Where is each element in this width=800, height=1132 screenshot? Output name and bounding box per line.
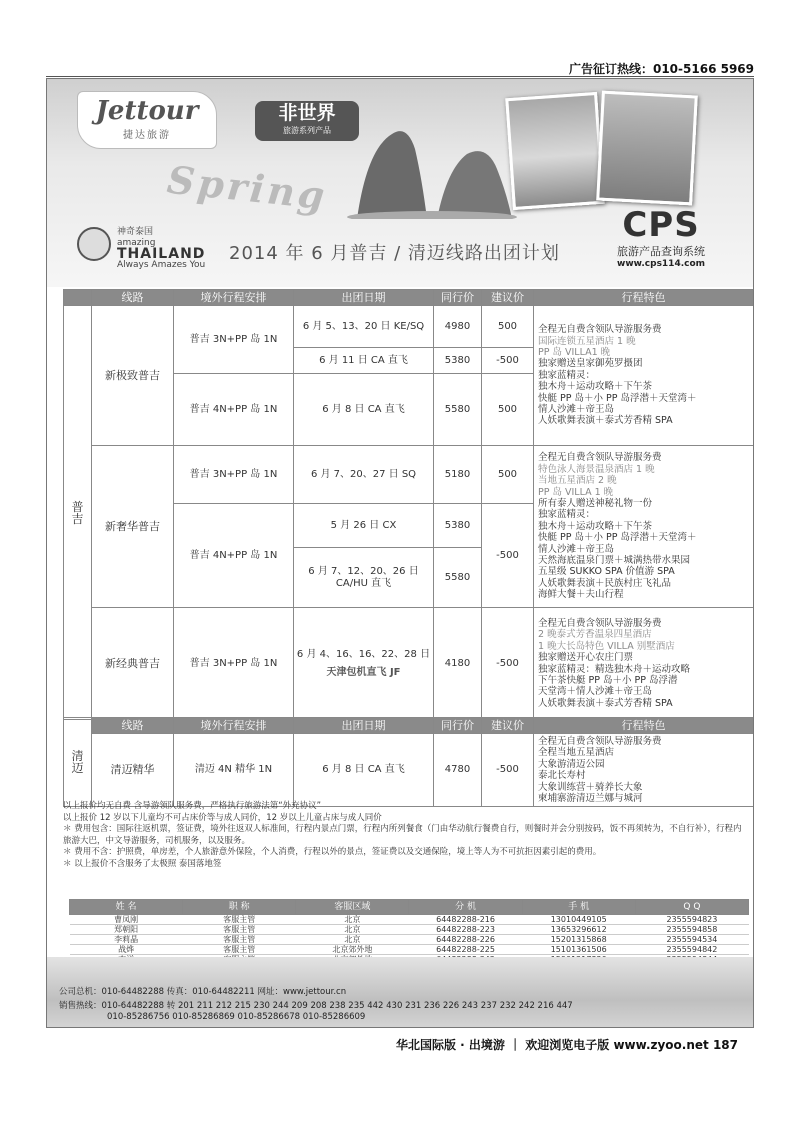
feature-line: 人妖歌舞表演＋泰式芳香精 SPA	[538, 415, 673, 427]
contact-title: 客服主管	[183, 915, 296, 925]
header-route: 线路	[92, 718, 174, 734]
header-route: 线路	[92, 290, 174, 306]
contact-ext: 64482288-223	[409, 925, 522, 935]
contact-qq: 2355594823	[635, 915, 748, 925]
header-title: 职 称	[183, 900, 296, 915]
feature-line: 独家赠送开心农庄门票	[538, 652, 634, 664]
suggest-price-cell: -500	[482, 734, 534, 807]
header-suggest-price: 建议价	[482, 290, 534, 306]
chiangmai-table	[63, 717, 754, 807]
amazing-thailand-logo	[77, 227, 207, 270]
note-line: 以上报价均无自费 含导游领队服务费，严格执行旅游法第“外充协议”	[63, 801, 322, 811]
table-row	[64, 608, 754, 720]
date-cell: 6 月 11 日 CA 直飞	[294, 348, 434, 374]
feature-line: 天然海底温泉门票＋城满热带水果园	[538, 555, 691, 567]
itinerary-cell: 普吉 3N+PP 岛 1N	[174, 446, 294, 504]
peer-price-cell: 5580	[434, 374, 482, 446]
ad-frame	[46, 78, 754, 1028]
contact-qq: 2355594858	[635, 925, 748, 935]
feature-line: 当地五星酒店 2 晚	[538, 475, 617, 487]
contact-name: 李莉晶	[70, 935, 183, 945]
thai-emblem-icon	[77, 227, 111, 261]
header-date: 出团日期	[294, 718, 434, 734]
header-mobile: 手 机	[522, 900, 635, 915]
suggest-price-cell: -500	[482, 608, 534, 720]
itinerary-cell: 普吉 4N+PP 岛 1N	[174, 504, 294, 608]
header-name: 姓 名	[70, 900, 183, 915]
date-cell: 6 月 8 日 CA 直飞	[294, 734, 434, 807]
itinerary-cell: 清迈 4N 精华 1N	[174, 734, 294, 807]
contact-name: 郑朝阳	[70, 925, 183, 935]
table-row	[64, 306, 754, 348]
feature-line: 大象训练营＋骑养长大象	[538, 781, 643, 793]
contact-mobile: 15101361506	[522, 945, 635, 955]
route-name: 清迈精华	[92, 734, 174, 807]
date-cell: 6 月 7、12、20、26 日 CA/HU 直飞	[294, 548, 434, 608]
suggest-price-cell: 500	[482, 306, 534, 348]
charter-flight-label: 天津包机直飞 JF	[326, 666, 401, 678]
contact-qq: 2355594842	[635, 945, 748, 955]
date-cell: 6 月 5、13、20 日 KE/SQ	[294, 306, 434, 348]
feature-line: 独家蓝精灵：	[538, 509, 596, 521]
header-ext: 分 机	[409, 900, 522, 915]
feature-line: 全程无自费含领队导游服务费	[538, 736, 662, 747]
beach-photo	[505, 92, 605, 210]
thai-slogan: Always Amazes You	[117, 260, 206, 270]
feature-line: 情人沙滩＋帝王岛	[538, 543, 615, 555]
feature-line: 独木舟＋运动攻略＋下午茶	[538, 381, 653, 393]
peer-price-cell: 4780	[434, 734, 482, 807]
note-line: ＊ 费用包含：国际往返机票，签证费，境外往返双人标准间，行程内景点门票，行程内所列餐食（门由华动航行餐费自行，则餐时并会分别按码，饭不再须转为，不自行补），行程内旅游大巴，中文导游服务，司机服务，以及服务。	[63, 824, 742, 846]
phuket-table	[63, 289, 754, 720]
itinerary-cell: 普吉 3N+PP 岛 1N	[174, 306, 294, 374]
route-name: 新奢华普吉	[92, 446, 174, 608]
header-peer-price: 同行价	[434, 290, 482, 306]
table-header	[70, 900, 749, 915]
feature-line: 1 晚大长岛特色 VILLA 别墅酒店	[538, 640, 675, 652]
table-row	[70, 915, 749, 925]
note-line: ＊ 以上报价不含服务了太极照 泰国落地签	[63, 858, 222, 869]
feature-line: 泰北长寿村	[538, 770, 586, 782]
features-cell	[534, 734, 754, 807]
feature-line: 天堂湾＋情人沙滩＋帝王岛	[538, 686, 653, 698]
feature-line: 全程无自费含领队导游服务费	[538, 617, 662, 629]
route-name: 新经典普吉	[92, 608, 174, 720]
feature-line: 独家蓝精灵：	[538, 369, 596, 381]
table-row	[70, 945, 749, 955]
page-title: 2014 年 6 月普吉 / 清迈线路出团计划	[229, 243, 560, 264]
itinerary-cell: 普吉 3N+PP 岛 1N	[174, 608, 294, 720]
feature-line: PP 岛 VILLA1 晚	[538, 346, 611, 358]
suggest-price-cell: -500	[482, 504, 534, 608]
features-cell	[534, 608, 754, 720]
table-header	[64, 718, 754, 734]
contact-name: 战烨	[70, 945, 183, 955]
jettour-logo	[77, 91, 217, 149]
spa-photo	[596, 91, 698, 206]
contact-title: 客服主管	[183, 925, 296, 935]
contact-mobile: 13010449105	[522, 915, 635, 925]
feature-line: 人妖歌舞表演＋民族村庄飞礼品	[538, 577, 672, 589]
feature-line: 五星级 SUKKO SPA 价值游 SPA	[538, 566, 675, 578]
cps-name: CPS	[622, 205, 700, 245]
features-cell	[534, 306, 754, 446]
peer-price-cell: 4980	[434, 306, 482, 348]
footer-phones: 010-85286756 010-85286869 010-85286678 010-85286609	[107, 1012, 366, 1022]
feature-line: 特色泳人海景温泉酒店 1 晚	[538, 463, 655, 475]
features-cell	[534, 446, 754, 608]
feature-line: 全程无自费含领队导游服务费	[538, 452, 662, 464]
contact-title: 客服主管	[183, 935, 296, 945]
date-cell: 6 月 7、20、27 日 SQ	[294, 446, 434, 504]
contact-title: 客服主管	[183, 945, 296, 955]
feature-line: 情人沙滩＋帝王岛	[538, 404, 615, 416]
feature-line: 独家赠送皇家御苑罗摄团	[538, 358, 643, 370]
footer-sales: 销售热线：010-64482288 转 201 211 212 215 230 244 209 208 238 235 442 430 231 236 226 243 237 232 242 216 447	[59, 1001, 573, 1011]
feature-line: 人妖歌舞表演＋泰式芳香精 SPA	[538, 697, 673, 709]
partner-sub: 旅游系列产品	[283, 126, 331, 135]
date-cell	[294, 608, 434, 720]
header-suggest-price: 建议价	[482, 718, 534, 734]
feature-line: 独家蓝精灵：精选独木舟＋运动攻略	[538, 663, 691, 675]
header-peer-price: 同行价	[434, 718, 482, 734]
feature-line: 下午茶快艇 PP 岛＋小 PP 岛浮潜	[538, 674, 678, 686]
cps-url: www.cps114.com	[617, 259, 706, 269]
thai-amazing: amazing	[117, 238, 156, 248]
feature-line: 2 晚泰式芳香温泉四星酒店	[538, 629, 652, 641]
feature-line: 快艇 PP 岛＋小 PP 岛浮潜＋天堂湾＋	[538, 392, 697, 404]
page-footer: 华北国际版 · 出境游 ｜ 欢迎浏览电子版 www.zyoo.net 187	[396, 1038, 738, 1052]
notes	[63, 801, 749, 870]
suggest-price-cell: -500	[482, 348, 534, 374]
feature-line: 柬埔寨游清迈兰娜与城河	[538, 793, 643, 805]
table-header	[64, 290, 754, 306]
spring-script: Spring	[165, 156, 330, 219]
header-area: 客服区域	[296, 900, 409, 915]
feature-line: 所有泰人赠送神秘礼物一份	[538, 497, 653, 509]
peer-price-cell: 5380	[434, 504, 482, 548]
feature-line: 快艇 PP 岛＋小 PP 岛浮潜＋天堂湾＋	[538, 532, 697, 544]
karst-rocks-image	[347, 109, 517, 219]
feature-line: 国际连锁五星酒店 1 晚	[538, 335, 636, 347]
thai-big: THAILAND	[117, 246, 206, 262]
route-name: 新极致普吉	[92, 306, 174, 446]
header-qq: Q Q	[635, 900, 748, 915]
cps-logo	[617, 207, 705, 269]
header-region	[64, 290, 92, 306]
contact-ext: 64482288-216	[409, 915, 522, 925]
banner	[47, 79, 753, 287]
header-itinerary: 境外行程安排	[174, 718, 294, 734]
hotline-rule	[46, 76, 754, 77]
peer-price-cell: 5380	[434, 348, 482, 374]
itinerary-cell: 普吉 4N+PP 岛 1N	[174, 374, 294, 446]
contact-area: 北京	[296, 935, 409, 945]
table-row	[70, 925, 749, 935]
peer-price-cell: 5580	[434, 548, 482, 608]
footer-band	[47, 957, 753, 1028]
feature-line: 独木舟＋运动攻略＋下午茶	[538, 520, 653, 532]
header-itinerary: 境外行程安排	[174, 290, 294, 306]
contact-ext: 64482288-225	[409, 945, 522, 955]
header-features: 行程特色	[534, 290, 754, 306]
table-row	[64, 734, 754, 807]
suggest-price-cell: 500	[482, 374, 534, 446]
region-cell: 普吉	[64, 306, 92, 720]
feature-line: 海鲜大餐＋夫山行程	[538, 589, 624, 601]
date-text: 6 月 4、16、16、22、28 日	[296, 648, 431, 660]
suggest-price-cell: 500	[482, 446, 534, 504]
partner-name: 非世界	[278, 102, 336, 124]
thai-cn: 神奇泰国	[117, 227, 154, 237]
feature-line: 全程当地五星酒店	[538, 747, 615, 759]
feature-line: 大象游清迈公园	[538, 758, 605, 770]
date-cell: 5 月 26 日 CX	[294, 504, 434, 548]
ad-hotline: 广告征订热线：010-5166 5969	[568, 62, 754, 76]
header-features: 行程特色	[534, 718, 754, 734]
feature-line: PP 岛 VILLA 1 晚	[538, 486, 614, 498]
peer-price-cell: 4180	[434, 608, 482, 720]
contacts-table	[69, 899, 749, 965]
brand-name: Jettour	[95, 96, 199, 126]
note-line: 以上报价 12 岁以下儿童均不可占床价等与成人同价，12 岁以上儿童占床与成人同价	[63, 812, 382, 823]
table-row	[64, 446, 754, 504]
contact-mobile: 13653296612	[522, 925, 635, 935]
note-line: ＊ 费用不含：护照费，单房差，个人旅游意外保险，个人消费，行程以外的景点，签证费以及交通保险，境上等人为不可抗拒因素引起的费用。	[63, 847, 602, 857]
contact-area: 北京郊外地	[296, 945, 409, 955]
table-row	[70, 935, 749, 945]
peer-price-cell: 5180	[434, 446, 482, 504]
thai-label	[117, 227, 205, 271]
header-date: 出团日期	[294, 290, 434, 306]
date-cell: 6 月 8 日 CA 直飞	[294, 374, 434, 446]
brand-sub: 捷达旅游	[123, 130, 171, 141]
contact-qq: 2355594534	[635, 935, 748, 945]
contact-ext: 64482288-226	[409, 935, 522, 945]
feishijie-logo	[255, 101, 359, 141]
footer-company: 公司总机：010-64482288 传真：010-64482211 网址：www.jettour.cn	[59, 987, 347, 997]
contact-name: 曹凤刚	[70, 915, 183, 925]
region-cell: 清迈	[64, 718, 92, 807]
cps-sub: 旅游产品查询系统	[617, 245, 706, 258]
feature-line: 全程无自费含领队导游服务费	[538, 324, 662, 336]
contact-mobile: 15201315868	[522, 935, 635, 945]
contact-area: 北京	[296, 925, 409, 935]
contact-area: 北京	[296, 915, 409, 925]
